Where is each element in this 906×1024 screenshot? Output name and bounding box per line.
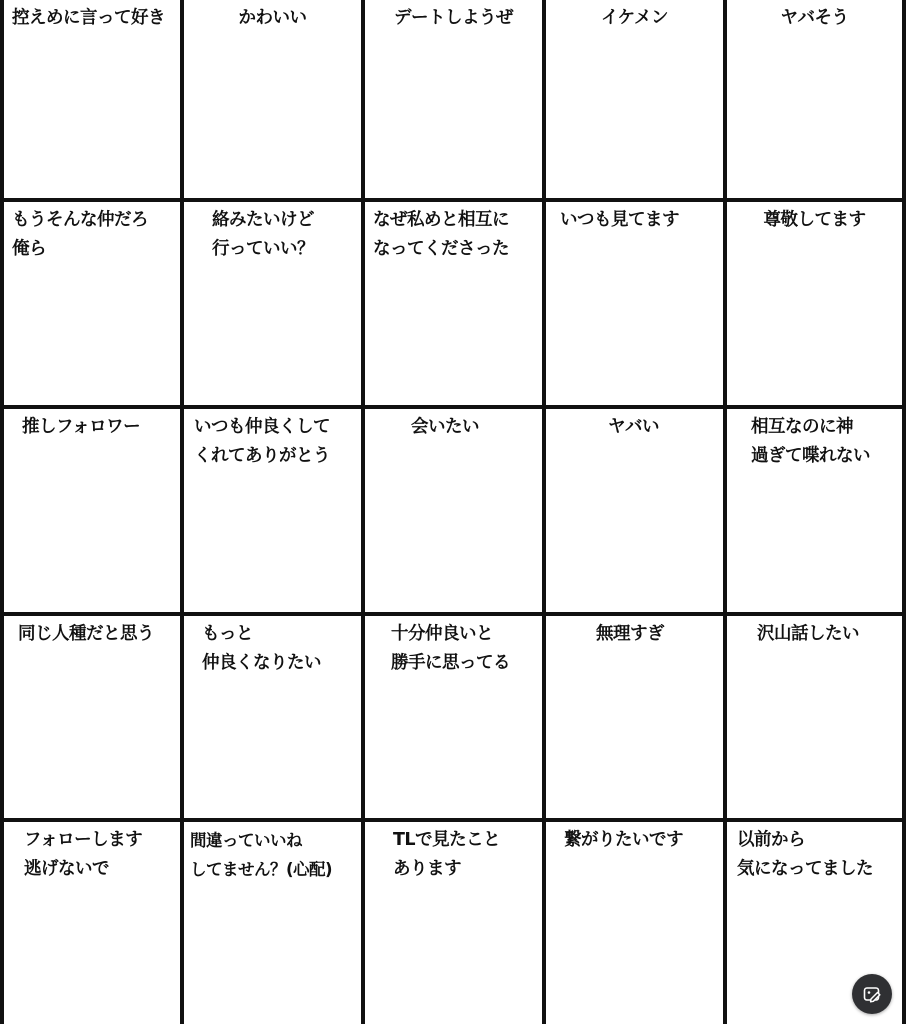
- cell-label: かわいい: [238, 8, 307, 28]
- bingo-cell: [4, 822, 184, 1024]
- cell-label: 間違っていいね してません？(心配): [190, 831, 333, 879]
- cell-label: 繋がりたいです: [564, 830, 683, 850]
- bingo-cell: [546, 822, 727, 1024]
- cell-label: 十分仲良いと 勝手に思ってる: [391, 624, 510, 673]
- cell-label: 推しフォロワー: [22, 417, 141, 437]
- cell-label: 絡みたいけど 行っていい？: [212, 210, 314, 259]
- bingo-cell: [365, 616, 546, 822]
- cell-label: 同じ人種だと思う: [18, 624, 154, 644]
- bingo-cell: [546, 409, 727, 616]
- bingo-cell: [4, 202, 184, 409]
- cell-label: 沢山話したい: [757, 624, 859, 644]
- bingo-cell: [365, 822, 546, 1024]
- bingo-cell: [365, 409, 546, 616]
- bingo-cell: [184, 409, 365, 616]
- cell-label: イケメン: [601, 8, 668, 28]
- image-edit-button[interactable]: [852, 974, 892, 1014]
- cell-label: フォローします 逃げないで: [24, 830, 143, 879]
- bingo-cell: [727, 616, 902, 822]
- bingo-cell: [4, 409, 184, 616]
- cell-label: 尊敬してます: [763, 210, 866, 230]
- bingo-cell: [4, 0, 184, 202]
- bingo-cell: [184, 0, 365, 202]
- bingo-cell: [727, 409, 902, 616]
- cell-label: デートしようぜ: [394, 8, 513, 28]
- cell-label: ヤバい: [608, 417, 659, 437]
- cell-label: いつも見てます: [560, 210, 679, 230]
- bingo-cell: [727, 0, 902, 202]
- cell-label: ヤバそう: [780, 8, 849, 28]
- bingo-cell: [184, 202, 365, 409]
- cell-label: 会いたい: [411, 417, 479, 437]
- image-edit-icon: [862, 984, 882, 1004]
- cell-label: 控えめに言って好き: [12, 8, 165, 28]
- bingo-cell: [727, 202, 902, 409]
- cell-label: いつも仲良くして くれてありがとう: [194, 417, 330, 466]
- bingo-cell: [365, 0, 546, 202]
- bingo-cell: [184, 616, 365, 822]
- bingo-cell: [184, 822, 365, 1024]
- bingo-cell: [4, 616, 184, 822]
- bingo-cell: [546, 616, 727, 822]
- bingo-cell: [365, 202, 546, 409]
- cell-label: TLで見たこと あります: [393, 830, 501, 879]
- cell-label: 相互なのに神 過ぎて喋れない: [751, 417, 870, 466]
- cell-label: 無理すぎ: [596, 624, 664, 644]
- bingo-cell: [546, 0, 727, 202]
- cell-label: もっと 仲良くなりたい: [202, 624, 321, 673]
- cell-label: もうそんな仲だろ 俺ら: [12, 210, 148, 259]
- bingo-cell: [546, 202, 727, 409]
- cell-label: 以前から 気になってました: [737, 830, 873, 879]
- cell-label: なぜ私めと相互に なってくださった: [373, 210, 509, 259]
